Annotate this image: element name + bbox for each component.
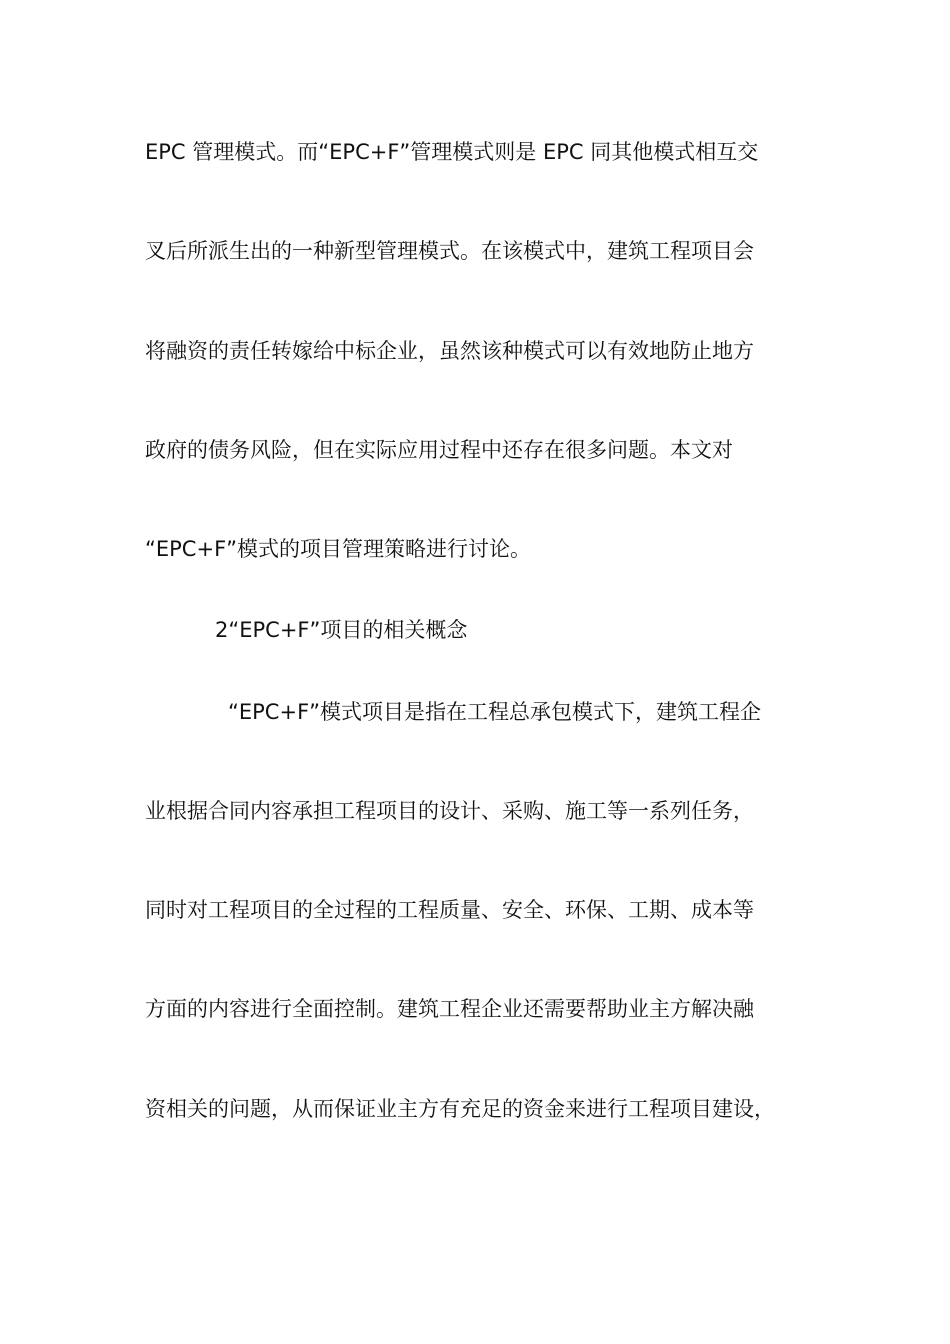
paragraph-line: “EPC+F”模式的项目管理策略进行讨论。 <box>145 537 532 561</box>
paragraph-line: 方面的内容进行全面控制。建筑工程企业还需要帮助业主方解决融 <box>145 997 754 1021</box>
paragraph-line: 叉后所派生出的一种新型管理模式。在该模式中，建筑工程项目会 <box>145 239 754 263</box>
section-heading: 2“EPC+F”项目的相关概念 <box>215 618 468 642</box>
paragraph-line: EPC 管理模式。而“EPC+F”管理模式则是 EPC 同其他模式相互交 <box>145 140 759 164</box>
paragraph-line: “EPC+F”模式项目是指在工程总承包模式下，建筑工程企 <box>228 700 762 724</box>
paragraph-line: 业根据合同内容承担工程项目的设计、采购、施工等一系列任务， <box>145 799 754 823</box>
paragraph-line: 资相关的问题，从而保证业主方有充足的资金来进行工程项目建设， <box>145 1097 775 1121</box>
paragraph-line: 政府的债务风险，但在实际应用过程中还存在很多问题。本文对 <box>145 438 733 462</box>
paragraph-line: 将融资的责任转嫁给中标企业，虽然该种模式可以有效地防止地方 <box>145 339 754 363</box>
paragraph-line: 同时对工程项目的全过程的工程质量、安全、环保、工期、成本等 <box>145 898 754 922</box>
